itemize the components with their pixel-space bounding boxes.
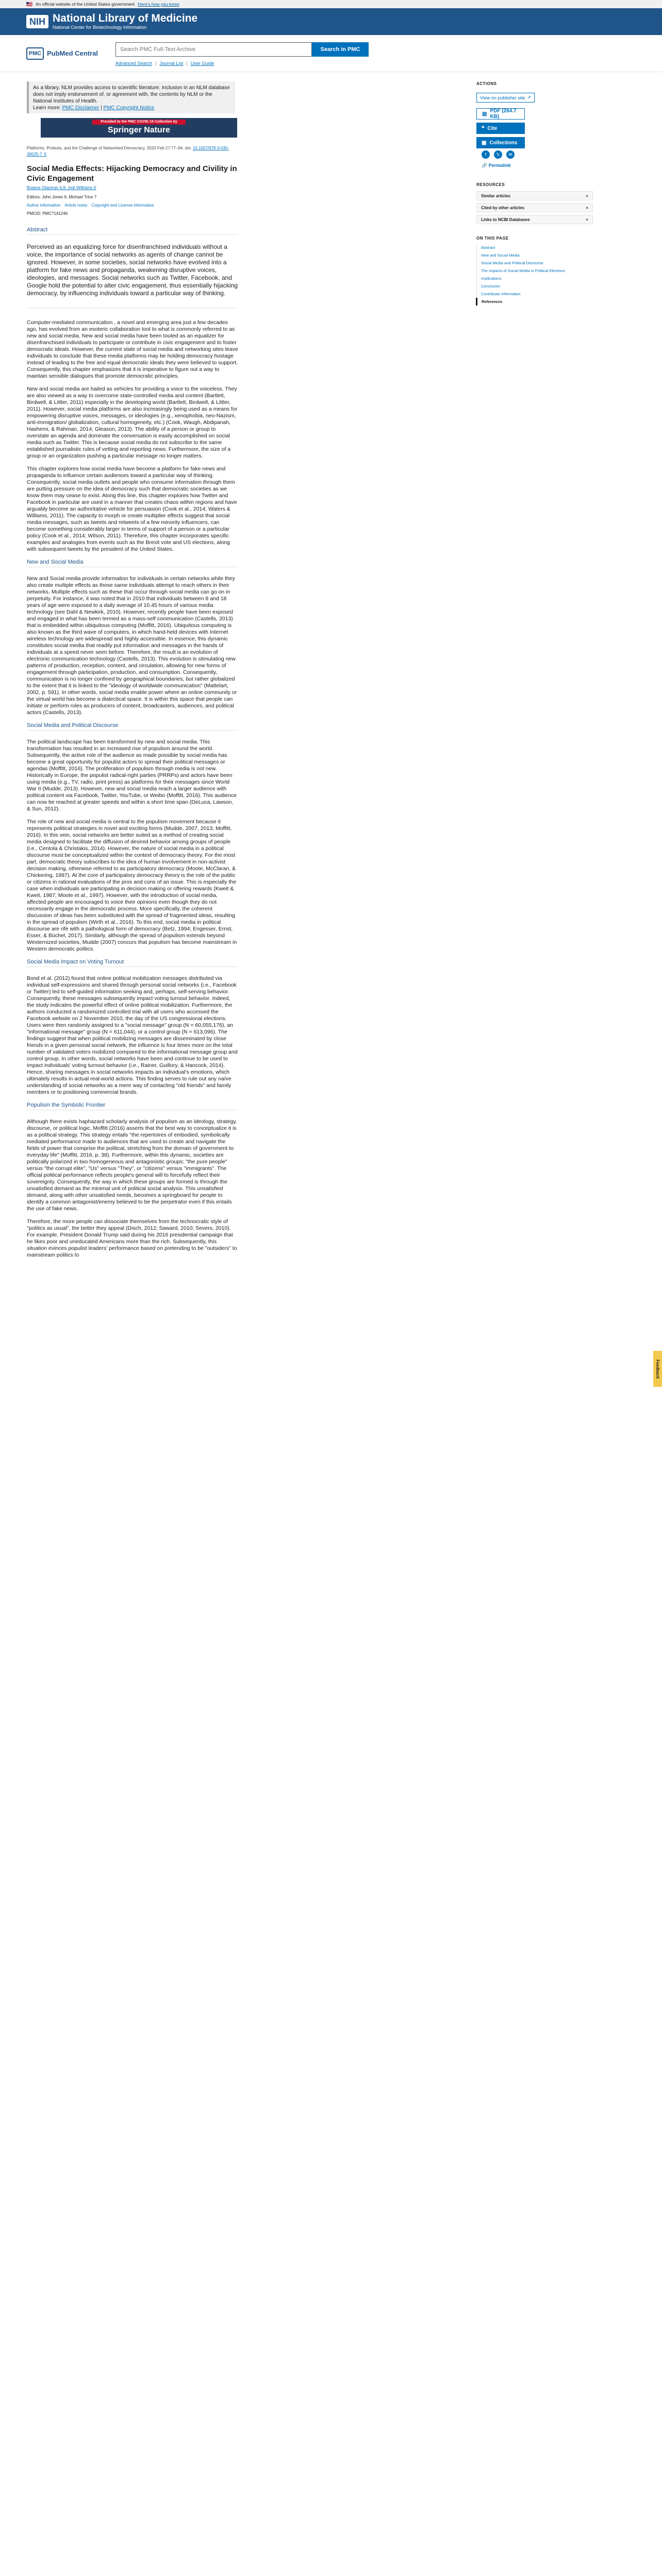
- authors-line: [27, 185, 96, 190]
- search-input[interactable]: Search PMC Full-Text Archive: [115, 42, 312, 57]
- on-this-page-heading: ON THIS PAGE: [476, 236, 509, 241]
- toc-item-current[interactable]: References: [476, 298, 593, 306]
- search-bar: [115, 42, 369, 57]
- view-publisher-label: View on publisher site: [480, 95, 525, 100]
- collections-label: Collections: [489, 140, 518, 146]
- view-publisher-button[interactable]: [476, 93, 535, 103]
- abstract-text: Perceived as an equalizing force for disenfranchised individuals without a voice, the importance of social networks as agents of change cannot be ignored. However, in some societies, social networks have evolved into a platform for fake news and propaganda, weakening disruptive voices, ideologies, and messages. Social networks such as Twitter, Facebook, and Google hold the potential to alter civic engagement, thus essentially hijacking democracy, by influencing individuals toward a particular way of thinking.: [27, 243, 238, 297]
- search-sublinks: [115, 61, 214, 66]
- doi-link[interactable]: 10.1007/978-3-030-36525-7_5: [27, 146, 229, 157]
- external-link-icon: ↗: [527, 95, 531, 100]
- paragraph: New and social media are hailed as vehicles for providing a voice to the voiceless. They are also viewed as a way to overcome state-controlled media and content (Bartlett, Birdwell, & Littler, 2011) especially in the developing world (Bartlett, Birdwell, & Littler, 2011). However, social media platforms are also increasingly being used as a means for empowering disruptive voices, messages, or ideologies (e.g., xenophobia, neo-Nazism, anti-immigration/ globalization, cultural homogeneity, etc.) (Cook, Waugh, Abdipanah, Hashemi, & Rahman, 2014; Gleason, 2013). The ability of a person or group to overstate an agenda and dominate the conversation is easily accomplished on social media such as Twitter. This is because social media do not subscribe to the same established journalistic rules of vetting and reporting news. Furthermore, the size of a group or an organization pushing a particular message no longer matters.: [27, 386, 238, 459]
- abstract-section: [27, 243, 238, 297]
- section-heading-populism: Populism the Symbolic Frontier: [27, 1102, 238, 1110]
- citation-line: [27, 145, 238, 158]
- cited-by-toggle[interactable]: [476, 203, 593, 212]
- nlm-subtitle: National Center for Biotechnology Information: [53, 25, 147, 30]
- separator: |: [186, 61, 188, 66]
- user-guide-link[interactable]: User Guide: [190, 61, 214, 66]
- paragraph: This chapter explores how social media have become a platform for fake news and propaganda to influence certain audiences toward a particular way of thinking. Consequently, social media outlets and people who consume information through them are putting pressure on the idea of democracy such that democratic societies as we know them may cease to exist. Along this line, this chapter explores how Twitter and Facebook in particular are used in a manner that creates chaos within regions and have arguably become an authoritative vehicle for persuasion (Cook et al., 2014; Waters & Williams, 2011). The capacity to morph or create multiplier effects suggest that social media messages, such as tweets and retweets of a few minority influencers, can become something considerably larger in terms of support of a person or a particular policy (Cook et al., 2014; Wilson, 2011). Therefore, this chapter incorporates specific examples and analogies from events such as the Brexit vote and US elections, along with subsequent tweets by the president of the United States.: [27, 466, 237, 552]
- twitter-icon[interactable]: 𝕏: [494, 150, 502, 159]
- section-heading-voting-turnout: Social Media Impact on Voting Turnout: [27, 959, 238, 967]
- article-info-links: [27, 203, 154, 208]
- nlm-header: [0, 8, 662, 35]
- article-body: [27, 227, 238, 1265]
- gov-banner-text: An official website of the United States government: [36, 2, 135, 7]
- resources-heading: RESOURCES: [476, 182, 505, 187]
- pmc-copyright-link[interactable]: PMC Copyright Notice: [103, 105, 155, 111]
- copyright-license-link[interactable]: Copyright and License information: [91, 203, 154, 208]
- similar-articles-label: Similar articles: [481, 193, 510, 198]
- permalink-label: Permalink: [488, 163, 511, 168]
- banner-provided-text: Provided to the PMC COVID-19 Collection by: [92, 120, 186, 125]
- toc-item[interactable]: Abstract: [481, 245, 495, 250]
- ncbi-links-toggle[interactable]: [476, 215, 593, 224]
- editors-line: Editors: John Jones 6, Michael Trice 7: [27, 195, 97, 199]
- article-title: Social Media Effects: Hijacking Democracy and Civility in Civic Engagement: [27, 164, 237, 183]
- gov-banner: [0, 0, 662, 8]
- paragraph: Bond et al. (2012) found that online political mobilization messages distributed via individual self-expressions and shared through personal social networks (i.e., Facebook or Twitter) led to self-guided information seeking and, perhaps, self-serving behavior. Consequently, these messages subsequently impact voting turnout behavior. Indeed, the study indicates the powerful effect of online political mobilization. Furthermore, the authors conducted a randomized controlled trial with all users who accessed the Facebook website on 2 November 2010, the day of the US congressional elections. Users were then randomly assigned to a "social message" group (N = 60,055,176), an "informational message" group (N = 611,044), or a control group (N = 613,096). The findings suggest that when political mobilizing messages are disseminated by close friends in a given personal social network, the influence is four times more on the total number of validated voters mobilized compared to the informational message group and control group. In other words, social networks have been and continue to be used to impact individuals' voting turnout behavior (i.e., Rainer, Guillory, & Hancock, 2014). Hence, sharing messages in social networks impacts an individual's emotions, which ultimately results in actual real-world actions. This finding serves to rule out any naïve understanding of social networks as a mere way of contacting "old friends" and family members or to positioning commercial brands.: [27, 975, 238, 1095]
- actions-heading: ACTIONS: [476, 81, 497, 86]
- sidebar: [476, 81, 593, 304]
- us-flag-icon: [26, 2, 32, 6]
- collections-button[interactable]: [476, 137, 525, 148]
- pmc-logo[interactable]: [26, 47, 98, 60]
- publisher-banner[interactable]: [41, 118, 237, 138]
- nih-logo[interactable]: NIH: [26, 15, 48, 28]
- citation-text: Platforms, Protests, and the Challenge of Networked Democracy. 2020 Feb 27:77–94. doi:: [27, 146, 192, 150]
- nlm-title: National Library of Medicine: [53, 12, 198, 24]
- toc-item[interactable]: Social Media and Political Discourse: [481, 261, 543, 265]
- paragraph: The political landscape has been transformed by new and social media. This transformation has resulted in an increased rise of populism around the world. Subsequently, the active role of the audience as made possible by social media has become a great opportunity for populist actors to spread their political messages or agendas (Moffitt, 2016). The proliferation of populism through media is not new. Historically in Europe, the populist radical-right parties (PRRPs) and actors have been using media (e.g., TV, radio, print press) as platforms for their messages since World War II (Mudde, 2013). However, new and social media reach a larger audience with political content via Facebook, Twitter, YouTube, or Weibo (Moffitt, 2016). This audience can now be reached at greater speeds and within a short time span (DeLuca, Lawson, & Sun, 2012).: [27, 739, 237, 812]
- share-buttons: [482, 150, 515, 159]
- author-information-link[interactable]: Author information: [27, 203, 61, 208]
- link-icon: 🔗: [482, 163, 488, 168]
- email-icon[interactable]: ✉: [506, 150, 515, 159]
- paragraph: Although there exists haphazard scholarly analysis of populism as an ideology, strategy, discourse, or political logic, Moffitt (2016) asserts that the best way to conceptualize it is as a political strategy. This strategy entails "the repertoires of embodied, symbolically mediated performance made to audiences that are used to create and navigate the fields of power that comprise the political, stretching from the domain of government to everyday life" (Moffitt, 2016, p. 38). Furthermore, within this dynamic, societies are politically polarized in two homogeneous and antagonistic groups: "the pure people" versus "the corrupt elite", "Us" versus "They", or "citizens" versus "immigrants". The official political performance reflects people's general will to forcefully reflect their sovereignty. Consequently, the way in which these groups are formed is through the unsatisfied demand as the minimal unit of political social analysis. This unsatisfied demand, along with other unsatisfied needs, becomes a springboard for people to identify a common antagonist/enemy believed to be the perpetrator even if this entails the use of fake news.: [27, 1118, 237, 1212]
- plus-icon: +: [586, 217, 588, 222]
- facebook-icon[interactable]: f: [482, 150, 490, 159]
- toc-item[interactable]: New and Social Media: [481, 253, 520, 258]
- similar-articles-toggle[interactable]: [476, 191, 593, 200]
- pdf-label: PDF (264.7 KB): [490, 108, 517, 120]
- pmcid: PMCID: PMC7141246: [27, 211, 68, 216]
- advanced-search-link[interactable]: Advanced Search: [115, 61, 153, 66]
- pmc-header: [0, 35, 662, 72]
- toc-item[interactable]: The Impacts of Social Media in Political Elections: [481, 268, 565, 273]
- paragraph: The role of new and social media is central to the populism movement because it represents political strategies in novel and exciting forms (Mudde, 2007, 2013; Moffitt, 2016). In this vein, social networks are better suited as a method of creating social media designed to facilitate the diffusion of desired behavior among groups of people (i.e., Centola & Christakis, 2014). However, the nature of social media in a political discourse must be conceptualized within the context of democracy theory. For the most part, democratic theory subscribes to the idea of human involvement in non-activist decision making, otherwise referred to as participatory democracy (Moote, McClaran, & Chickering, 1997). At the core of participatory democracy theory is the role of the public or citizens in rational evaluations of the pros and cons of an issue. This is especially the case when individuals are participating in decision making or offering rewards (Kweit & Kweit, 1987; Moote et al., 1997). However, with the introduction of social media, affected people are encouraged to voice their opinions even though they do not necessarily engage in the democratic process. More specifically, the coherent discussion of ideas has been substituted with the spread of fragmented ideas, resulting in the spread of populism (Wirth et al., 2016). To this end, social media in political discourse are rife with a pathological form of democracy (Betz, 1994; Engesser, Ernst, Esser, & Büchel, 2017). Similarly, although the spread of populism extends beyond Westernized societies, Mudde (2007) concurs that populism has become mainstream in Western democratic politics.: [27, 819, 237, 952]
- disclaimer-box: As a library, NLM provides access to scientific literature. Inclusion in an NLM database does not imply endorsement of, or agreement with, the contents by NLM or the National Institutes of Health. Learn more: PMC Disclaimer | PMC Copyright Notice: [27, 81, 235, 113]
- journal-list-link[interactable]: Journal List: [159, 61, 184, 66]
- permalink-button[interactable]: [482, 163, 511, 168]
- pmc-logo-text: PubMed Central: [47, 49, 98, 57]
- cited-by-label: Cited by other articles: [481, 205, 525, 210]
- paragraph: Therefore, the more people can dissociate themselves from the technocratic style of "politics as usual", the better they appeal (Disch, 2012; Saward, 2010; Severs, 2010). For example, President Donald Trump said during his 2016 presidential campaign that he likes poor and uneducated Americans more than the rich. Subsequently, this situation evinces populist leaders' performance based on pretending to be "outsiders" to mainstream politics to: [27, 1218, 237, 1258]
- pdf-icon: ▤: [482, 111, 487, 117]
- feedback-button[interactable]: Feedback: [653, 1351, 662, 1387]
- disclaimer-text: As a library, NLM provides access to scientific literature. Inclusion in an NLM database does not imply endorsement of, or agreement with, the contents by NLM or the National Institutes of Health.: [33, 85, 230, 104]
- separator: |: [155, 61, 157, 66]
- heres-how-link[interactable]: Here's how you know: [138, 2, 179, 7]
- plus-icon: +: [586, 205, 588, 210]
- search-button[interactable]: Search in PMC: [312, 42, 369, 57]
- cite-button[interactable]: [476, 123, 525, 134]
- pmc-disclaimer-link[interactable]: PMC Disclaimer: [62, 105, 100, 111]
- pdf-button[interactable]: [476, 108, 525, 120]
- section-heading-political-discourse: Social Media and Political Discourse: [27, 722, 238, 731]
- cite-label: Cite: [487, 125, 498, 131]
- article-notes-link[interactable]: Article notes: [64, 203, 88, 208]
- banner-publisher-name: Springer Nature: [108, 126, 170, 134]
- section-heading-new-media: New and Social Media: [27, 559, 238, 567]
- pmc-logo-mark: PMC: [26, 47, 44, 60]
- toc-item[interactable]: Contributor Information: [481, 292, 521, 296]
- on-this-page: [476, 236, 593, 306]
- author-links[interactable]: Bolane Olaniran 4,8, Indi Williams 5: [27, 185, 96, 190]
- paragraph: Computer-mediated communication , a novel and emerging area just a few decades ago, has evolved from an esoteric collaboration tool to what is commonly referred to as new and social media. New and social media have been touted as an equalizer for disenfranchised individuals to participate or contribute in civic engagement and to foster democratic ideals. However, the current state of social media and networking sites leave individuals to conclude that these media platforms may be holding democracy hostage instead of leading to the free and equal democratic ideals they were believed to support. Consequently, this chapter emphasizes that it is imperative to figure out a way to maintain sensible dialogues that promote democratic principles.: [27, 319, 238, 379]
- abstract-heading: Abstract: [27, 227, 238, 235]
- toc-item[interactable]: Implications: [481, 276, 502, 281]
- ncbi-links-label: Links to NCBI Databases: [481, 217, 530, 222]
- plus-icon: +: [586, 193, 588, 198]
- learn-more-label: Learn more:: [33, 105, 61, 111]
- paragraph: New and Social media provide information for individuals in certain networks while they also create multiple effects as those same individuals attempt to reach others in their networks. Multiple effects such as these that occur through social media can go on in perpetuity. For instance, it was noted that in 2010 that individuals between 8 and 18 years of age were exposed to a daily average of 10.45 hours of various media technology (see Dahl & Newkirk, 2010). However, recently people have been exposed and engaged in what has been termed as a mass-self communication (Castells, 2013) that is embedded within ubiquitous computing (Moffitt, 2016). Ubiquitous computing is also known as the third wave of computers, in which hand-held devices with Internet wireless technology are widespread and highly accessible. In essence, this dynamic constitutes social media that readily put information and messages in the hands of individuals at a speed never seen before. Therefore, the result is an evolution of electronic communication technology (Castells, 2013). This evolution is stimulating new patterns of production, reception, content, and circulation, allowing for new forms of engagement through participation, production, and consumption. Consequently, communication is no longer confined by geographical boundaries, but rather globalized to the extent that it is linked to the "ideology of worldwide communication" (Mattelart, 2002, p. 591). In other words, social media enable power where an online community or the virtual world has become a dialectical space. It is within this space that people can initiate or perform roles as producers of content, broadcasters, audiences, and political actors (Castells, 2013).: [27, 575, 237, 716]
- quote-icon: ❝: [482, 125, 485, 131]
- toc-item[interactable]: Conclusion: [481, 284, 501, 289]
- collections-icon: ▦: [482, 140, 487, 146]
- toc-list: [476, 244, 593, 306]
- nlm-title-block[interactable]: [53, 13, 197, 30]
